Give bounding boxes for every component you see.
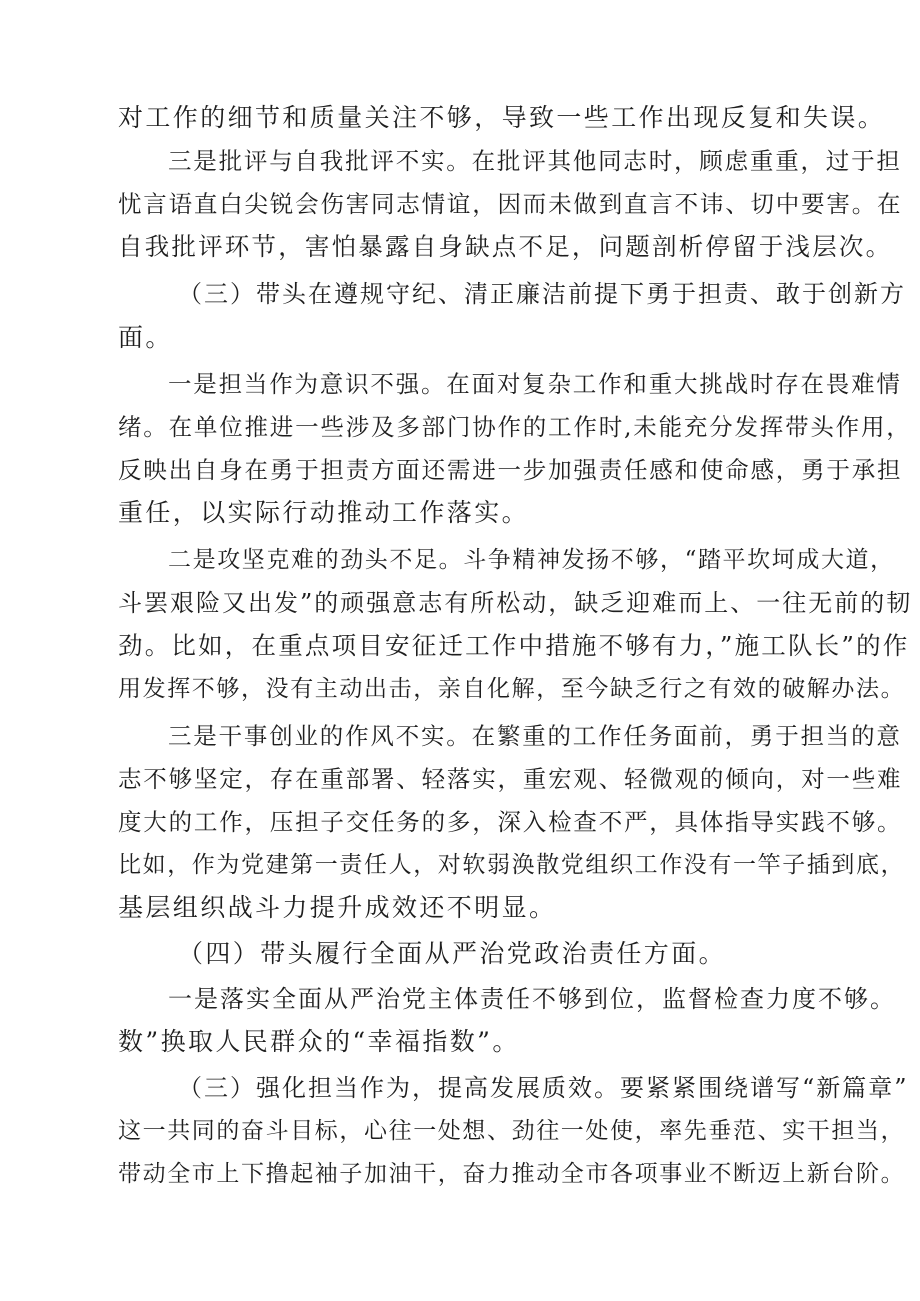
text-line: 一是落实全面从严治党主体责任不够到位，监督检查力度不够。 xyxy=(168,985,896,1013)
text-line: 带动全市上下撸起袖子加油干，奋力推动全市各项事业不断迈上新台阶。 xyxy=(118,1161,906,1187)
text-line: 对工作的细节和质量关注不够，导致一些工作出现反复和失误。 xyxy=(118,103,886,132)
section-heading: （三）强化担当作为，提高发展质效。要紧紧围绕谱写“新篇章” xyxy=(178,1074,909,1102)
text-line: 绪。在单位推进一些涉及多部门协作的工作时,未能充分发挥带头作用， xyxy=(118,413,912,441)
text-line: 忧言语直白尖锐会伤害同志情谊，因而未做到直言不讳、切中要害。在 xyxy=(118,190,903,218)
text-line: 自我批评环节，害怕暴露自身缺点不足，问题剖析停留于浅层次。 xyxy=(118,232,893,261)
text-line: 二是攻坚克难的劲头不足。斗争精神发扬不够，“踏平坎坷成大道， xyxy=(168,547,895,573)
text-line: 度大的工作，压担子交任务的多，深入检查不严，具体指导实践不够。 xyxy=(118,808,903,836)
text-line: 用发挥不够，没有主动出击，亲自化解，至今缺乏行之有效的破解办法。 xyxy=(118,676,906,702)
text-line: 基层组织战斗力提升成效还不明显。 xyxy=(118,893,557,922)
text-line: 三是干事创业的作风不实。在繁重的工作任务面前，勇于担当的意 xyxy=(168,722,902,750)
text-line: 这一共同的奋斗目标，心往一处想、劲往一处使，率先垂范、实干担当， xyxy=(118,1118,906,1144)
text-line: 重任，以实际行动推动工作落实。 xyxy=(118,498,530,527)
text-line: 反映出自身在勇于担责方面还需进一步加强责任感和使命感，勇于承担 xyxy=(118,456,903,484)
section-heading: （三）带头在遵规守纪、清正廉洁前提下勇于担责、敢于创新方 xyxy=(178,280,906,308)
text-line: 比如，作为党建第一责任人，对软弱涣散党组织工作没有一竿子插到底， xyxy=(118,852,906,878)
text-line: 志不够坚定，存在重部署、轻落实，重宏观、轻微观的倾向，对一些难 xyxy=(118,765,903,793)
text-line: 数”换取人民群众的“幸福指数”。 xyxy=(118,1027,520,1056)
text-line: 面。 xyxy=(118,323,173,352)
text-line: 劲。比如，在重点项目安征迁工作中措施不够有力，”施工队长”的作 xyxy=(118,631,910,660)
text-line: 一是担当作为意识不强。在面对复杂工作和重大挑战时存在畏难情 xyxy=(168,370,902,398)
section-heading: （四）带头履行全面从严治党政治责任方面。 xyxy=(178,939,727,968)
text-line: 三是批评与自我批评不实。在批评其他同志时，顾虑重重，过于担 xyxy=(168,147,902,175)
text-line: 斗罢艰险又出发”的顽强意志有所松动，缺乏迎难而上、一往无前的韧 xyxy=(118,589,913,617)
